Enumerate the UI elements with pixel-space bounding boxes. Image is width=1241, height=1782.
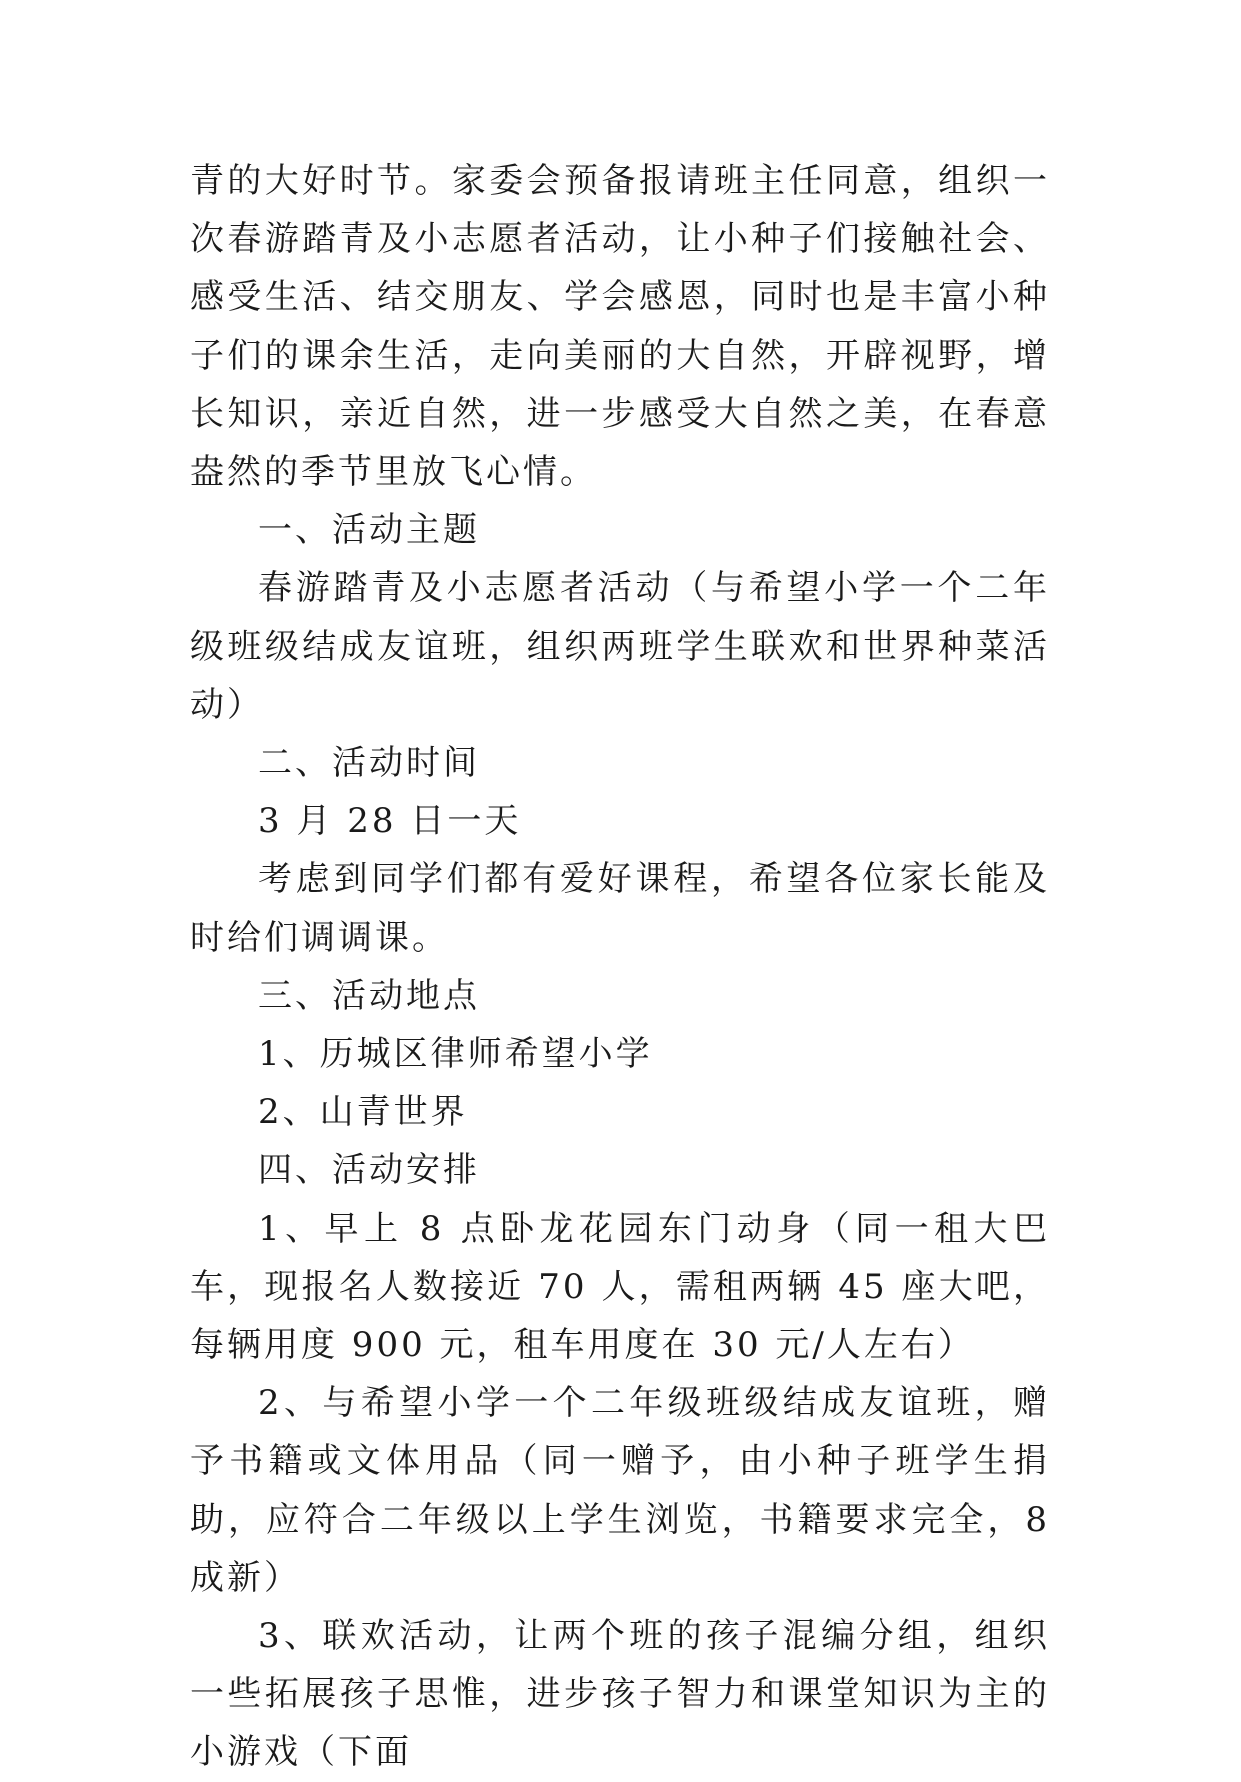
schedule-item-2: 2、与希望小学一个二年级班级结成友谊班，赠予书籍或文体用品（同一赠予，由小种子班学生捐助，应符合二年级以上学生浏览，书籍要求完全，8 成新） <box>190 1383 1050 1598</box>
theme-paragraph: 春游踏青及小志愿者活动（与希望小学一个二年级班级结成友谊班，组织两班学生联欢和世界种菜活动） <box>190 568 1050 725</box>
time-paragraph: 3 月 28 日一天 <box>258 801 522 842</box>
section-heading-theme: 一、活动主题 <box>258 510 480 551</box>
section-heading-time: 二、活动时间 <box>258 743 480 784</box>
document-body <box>190 152 1050 1782</box>
location-item-1: 1、历城区律师希望小学 <box>258 1034 653 1075</box>
time-note-paragraph: 考虑到同学们都有爱好课程，希望各位家长能及时给们调调课。 <box>190 859 1050 958</box>
section-heading-location: 三、活动地点 <box>258 975 480 1016</box>
schedule-item-3: 3、联欢活动，让两个班的孩子混编分组，组织一些拓展孩子思惟，进步孩子智力和课堂知识为主的小游戏（下面 <box>190 1616 1050 1773</box>
section-heading-schedule: 四、活动安排 <box>258 1150 480 1191</box>
schedule-item-1: 1、早上 8 点卧龙花园东门动身（同一租大巴车，现报名人数接近 70 人，需租两辆 45 座大吧，每辆用度 900 元，租车用度在 30 元/人左右） <box>190 1208 1050 1366</box>
location-item-2: 2、山青世界 <box>258 1092 468 1133</box>
intro-paragraph-continued: 青的大好时节。家委会预备报请班主任同意，组织一次春游踏青及小志愿者活动，让小种子们接触社会、感受生活、结交朋友、学会感恩，同时也是丰富小种子们的课余生活，走向美丽的大自然，开辟视野，增长知识，亲近自然，进一步感受大自然之美，在春意盎然的季节里放飞心情。 <box>190 161 1050 493</box>
